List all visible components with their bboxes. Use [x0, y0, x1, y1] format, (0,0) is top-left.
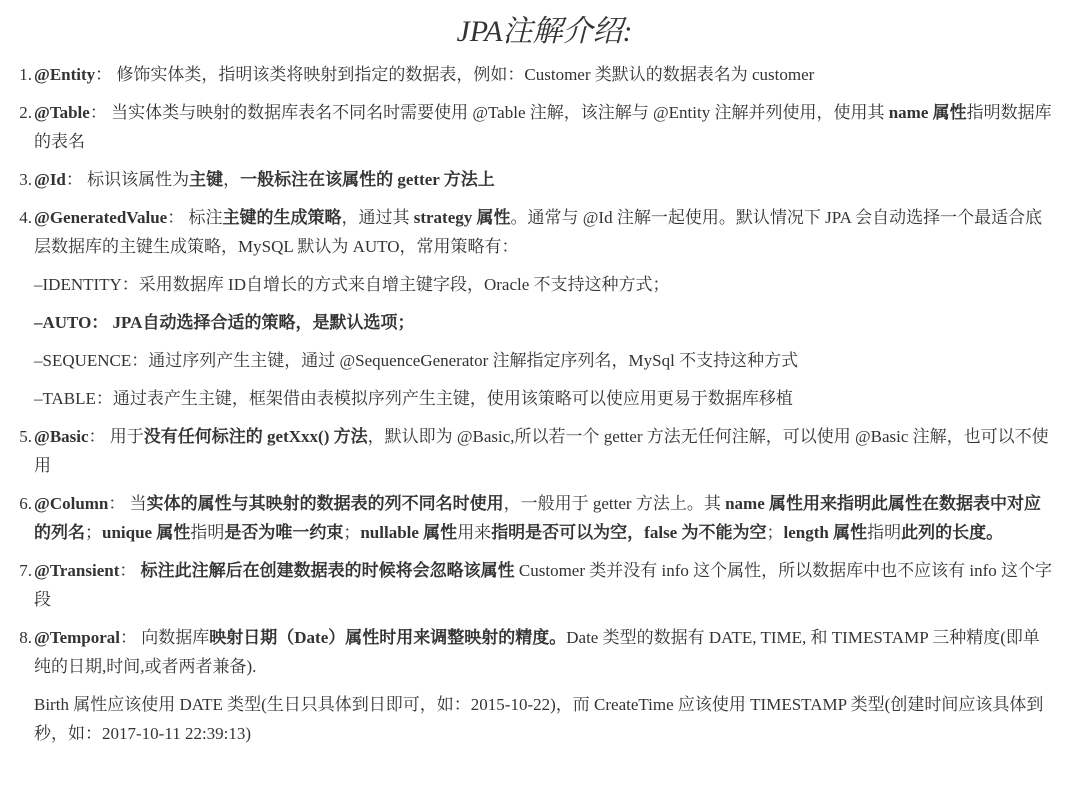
- text: ： 用于: [88, 427, 144, 446]
- list-number: 2.: [19, 103, 32, 122]
- list-number: 6.: [19, 494, 32, 513]
- text: –IDENTITY：采用数据库 ID自增长的方式来自增主键字段，Oracle 不支持这种方式；: [34, 275, 670, 294]
- list-number: 5.: [19, 427, 32, 446]
- item-text: [34, 60, 1055, 89]
- bold-text: 是否为唯一约束: [224, 523, 344, 542]
- list-item: [19, 60, 1055, 89]
- bold-text: 主键的生成策略: [222, 208, 342, 227]
- item-subline: [34, 346, 1055, 375]
- list-number: 8.: [19, 628, 32, 647]
- text: ： 修饰实体类，指明该类将映射到指定的数据表，例如：Customer 类默认的数据表名为 customer: [95, 65, 815, 84]
- bold-text: @Basic: [34, 427, 89, 446]
- list-item: [19, 556, 1055, 614]
- text: Birth 属性应该使用 DATE 类型(生日只具体到日即可，如：2015-10-22)，而 CreateTime 应该使用 TIMESTAMP 类型(创建时间应该具体到秒，如：2017-10-11 22:39:13): [34, 695, 1044, 743]
- bold-text: 主键: [189, 170, 224, 189]
- text: ，通过其: [341, 208, 414, 227]
- list-item: [19, 623, 1055, 748]
- text: ： 标识该属性为: [65, 170, 190, 189]
- text: ，默认即为 @Basic,所以若一个 getter 方法无任何注解，可以使用 @Basic 注解，也可以不使用: [34, 427, 1049, 475]
- list-number: 3.: [19, 170, 32, 189]
- item-text: [34, 556, 1055, 614]
- item-subline: [34, 270, 1055, 299]
- item-text: [34, 422, 1055, 480]
- list-number: 7.: [19, 561, 32, 580]
- bold-text: –AUTO： JPA自动选择合适的策略，是默认选项；: [34, 313, 415, 332]
- item-text: [34, 489, 1055, 547]
- bold-text: 没有任何标注的 getXxx() 方法: [143, 427, 368, 446]
- text: ，一般用于 getter 方法上。其: [503, 494, 726, 513]
- item-text: [34, 203, 1055, 261]
- list-item: [19, 165, 1055, 194]
- text: ；: [343, 523, 361, 542]
- bold-text: nullable 属性: [360, 523, 458, 542]
- bold-text: name 属性: [888, 103, 967, 122]
- item-subline: [34, 690, 1055, 748]
- bold-text: 映射日期（Date）属性时用来调整映射的精度。: [209, 628, 567, 647]
- bold-text: @Column: [34, 494, 109, 513]
- text: ： 当实体类与映射的数据库表名不同名时需要使用 @Table 注解，该注解与 @Entity 注解并列使用，使用其: [89, 103, 889, 122]
- bold-text: 一般标注在该属性的 getter 方法上: [240, 170, 495, 189]
- bold-text: 标注此注解后在创建数据表的时候将会忽略该属性: [140, 561, 515, 580]
- item-text: [34, 165, 1055, 194]
- item-text: [34, 98, 1055, 156]
- text: ；: [85, 523, 102, 542]
- list-item: [19, 98, 1055, 156]
- bold-text: name 属性用来指明此属性在数据表中对应的列名: [34, 494, 1042, 542]
- list-item: [19, 422, 1055, 480]
- text: ；: [766, 523, 784, 542]
- text: –TABLE：通过表产生主键，框架借由表模拟序列产生主键，使用该策略可以使应用更易于数据库移植: [34, 389, 793, 408]
- text: 指明: [190, 523, 225, 542]
- bold-text: strategy 属性: [413, 208, 511, 227]
- annotation-list: [19, 60, 1055, 748]
- item-subline: [34, 384, 1055, 413]
- text: 。通常与 @Id 注解一起使用。默认情况下 JPA 会自动选择一个最适合底层数据库的主键生成策略，MySQL 默认为 AUTO，常用策略有：: [34, 208, 1043, 256]
- bold-text: 指明是否可以为空，false 为不能为空: [491, 523, 767, 542]
- bold-text: 实体的属性与其映射的数据表的列不同名时使用: [146, 494, 504, 513]
- item-subline: [34, 308, 1055, 337]
- bold-text: @Transient: [34, 561, 120, 580]
- list-number: 1.: [19, 65, 32, 84]
- text: 指明: [867, 523, 902, 542]
- text: ： 当: [108, 494, 147, 513]
- text: Customer 类并没有 info 这个属性，所以数据库中也不应该有 info 这个字段: [34, 561, 1053, 609]
- bold-text: @Entity: [34, 65, 96, 84]
- text: 用来: [457, 523, 492, 542]
- text: ： 向数据库: [120, 628, 210, 647]
- bold-text: @Temporal: [34, 628, 121, 647]
- text: ，: [223, 170, 241, 189]
- text: –SEQUENCE：通过序列产生主键，通过 @SequenceGenerator 注解指定序列名，MySql 不支持这种方式: [34, 351, 799, 370]
- bold-text: 此列的长度。: [901, 523, 1004, 542]
- bold-text: @Table: [34, 103, 90, 122]
- text: 指明数据库的表名: [34, 103, 1052, 151]
- text: Date 类型的数据有 DATE, TIME, 和 TIMESTAMP 三种精度(即单纯的日期,时间,或者两者兼备).: [34, 628, 1040, 676]
- bold-text: length 属性: [783, 523, 868, 542]
- list-number: 4.: [19, 208, 32, 227]
- bold-text: @GeneratedValue: [34, 208, 168, 227]
- bold-text: @Id: [34, 170, 66, 189]
- list-item: [19, 203, 1055, 413]
- text: ：: [119, 561, 141, 580]
- list-item: [19, 489, 1055, 547]
- page-title: JPA注解介绍:: [456, 15, 633, 48]
- item-text: [34, 623, 1055, 681]
- bold-text: unique 属性: [102, 523, 191, 542]
- text: ： 标注: [167, 208, 223, 227]
